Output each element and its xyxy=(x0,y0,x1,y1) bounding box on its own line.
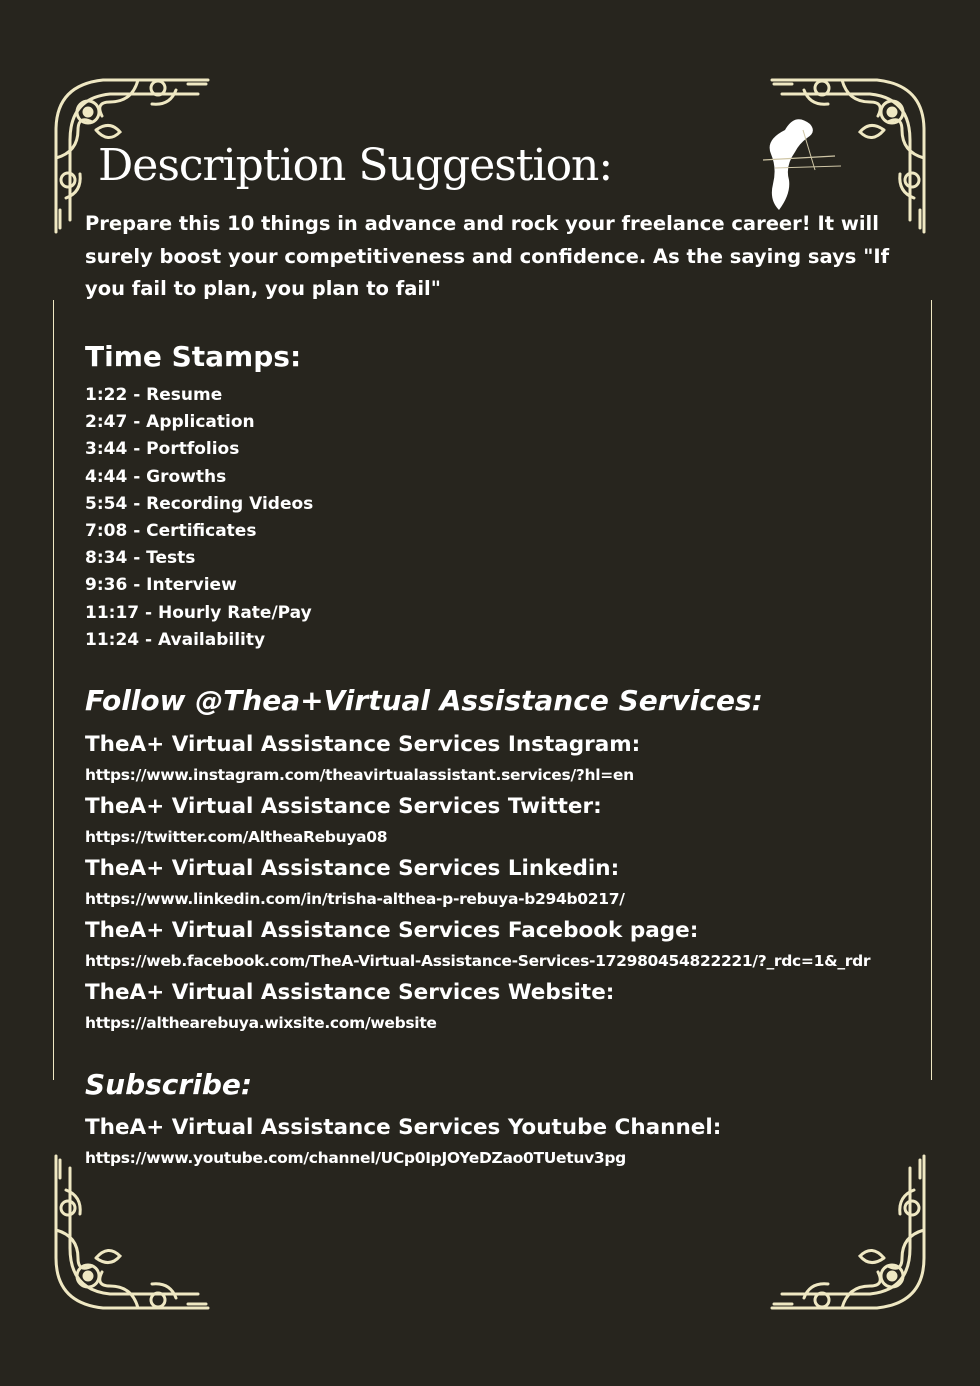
ornament-corner-icon xyxy=(762,1148,932,1318)
timestamp-item: 1:22 - Resume xyxy=(85,385,223,405)
follow-heading: Follow @Thea+Virtual Assistance Services: xyxy=(85,684,763,717)
facebook-label: TheA+ Virtual Assistance Services Facebook page: xyxy=(85,918,699,943)
youtube-label: TheA+ Virtual Assistance Services Youtube Channel: xyxy=(85,1115,722,1140)
page-title: Description Suggestion: xyxy=(98,140,613,191)
timestamp-item: 3:44 - Portfolios xyxy=(85,439,240,460)
thea-logo-icon xyxy=(755,110,845,215)
social-links xyxy=(85,729,870,1039)
timestamp-item: 5:54 - Recording Videos xyxy=(85,493,314,514)
website-label: TheA+ Virtual Assistance Services Website: xyxy=(85,980,615,1005)
twitter-link[interactable]: https://twitter.com/AltheaRebuya08 xyxy=(85,828,388,846)
instagram-label: TheA+ Virtual Assistance Services Instagram: xyxy=(85,732,641,757)
subscribe-block xyxy=(85,1112,721,1174)
ornament-bottom-right xyxy=(762,1148,932,1318)
timestamp-item: 7:08 - Certificates xyxy=(85,520,257,541)
timestamp-item: 11:24 - Availability xyxy=(85,629,266,650)
timestamp-item: 4:44 - Growths xyxy=(85,466,227,487)
frame-line-left xyxy=(53,300,54,1080)
youtube-link[interactable]: https://www.youtube.com/channel/UCp0IpJOYeDZao0TUetuv3pg xyxy=(85,1149,626,1167)
timestamp-item: 8:34 - Tests xyxy=(85,548,196,569)
linkedin-label: TheA+ Virtual Assistance Services Linkedin: xyxy=(85,856,620,881)
subscribe-heading: Subscribe: xyxy=(85,1068,253,1101)
instagram-link[interactable]: https://www.instagram.com/theavirtualassistant.services/?hl=en xyxy=(85,766,634,784)
frame-line-right xyxy=(931,300,932,1080)
website-link[interactable]: https://althearebuya.wixsite.com/website xyxy=(85,1014,437,1032)
intro-paragraph: Prepare this 10 things in advance and rock your freelance career! It will surely boost your competitiveness and confidence. As the saying says "If you fail to plan, you plan to fail" xyxy=(85,212,890,300)
facebook-link[interactable]: https://web.facebook.com/TheA-Virtual-Assistance-Services-172980454822221/?_rdc=1&_rdr xyxy=(85,952,871,970)
brand-logo xyxy=(755,110,845,215)
timestamp-item: 2:47 - Application xyxy=(85,412,255,433)
timestamp-item: 11:17 - Hourly Rate/Pay xyxy=(85,602,312,623)
twitter-label: TheA+ Virtual Assistance Services Twitter: xyxy=(85,794,602,819)
linkedin-link[interactable]: https://www.linkedin.com/in/trisha-althea-p-rebuya-b294b0217/ xyxy=(85,890,625,908)
timestamps-list xyxy=(85,382,313,654)
timestamps-heading: Time Stamps: xyxy=(85,340,302,373)
timestamp-item: 9:36 - Interview xyxy=(85,575,237,596)
